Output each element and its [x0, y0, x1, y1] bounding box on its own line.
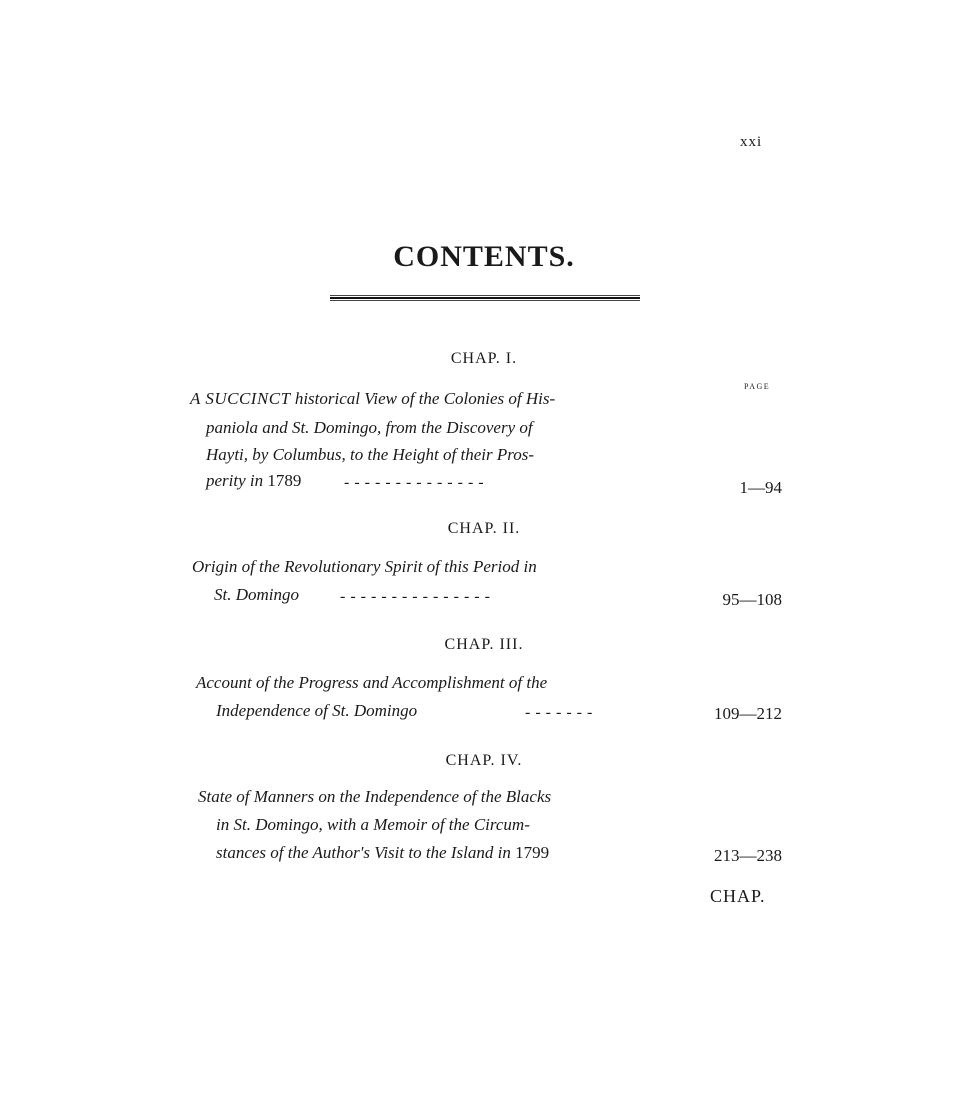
- lead-caps: A SUCCINCT: [190, 389, 291, 408]
- page-number: xxi: [740, 134, 763, 150]
- chapter-heading: CHAP. III.: [444, 636, 524, 653]
- chapter-3-line-1: Account of the Progress and Accomplishment of the: [196, 673, 548, 692]
- chapter-2-line-1: Origin of the Revolutionary Spirit of this Period in: [192, 557, 537, 576]
- dot-leaders: - - - - - - -: [525, 704, 593, 721]
- chapter-4-line-3: stances of the Author's Visit to the Island in 1799: [216, 843, 550, 862]
- chapter-heading: CHAP. II.: [447, 520, 521, 537]
- title-rule: [330, 295, 640, 301]
- chapter-2-line-2: St. Domingo: [214, 585, 299, 604]
- chapter-heading: CHAP. I.: [450, 350, 518, 367]
- chapter-1-line-4: perity in 1789: [206, 471, 302, 490]
- chapter-4-line-1: State of Manners on the Independence of the Blacks: [198, 787, 552, 806]
- page-range: 213—238: [714, 846, 782, 865]
- dot-leaders: - - - - - - - - - - - - - -: [344, 474, 485, 491]
- page-range: 1—94: [739, 478, 782, 497]
- chapter-4-line-2: in St. Domingo, with a Memoir of the Circum-: [216, 815, 530, 834]
- chapter-1-line-2: paniola and St. Domingo, from the Discovery of: [206, 418, 533, 437]
- chapter-1-line-3: Hayti, by Columbus, to the Height of their Pros-: [206, 445, 535, 464]
- page-range: 95—108: [722, 590, 782, 609]
- chapter-3-line-2: Independence of St. Domingo: [216, 701, 418, 720]
- page-column-label: PAGE: [744, 382, 771, 391]
- chapter-heading: CHAP. IV.: [445, 752, 523, 769]
- page-range: 109—212: [714, 704, 782, 723]
- catchword: CHAP.: [710, 886, 766, 906]
- chapter-1-line-1: A SUCCINCT historical View of the Colonies of His-: [190, 389, 556, 408]
- dot-leaders: - - - - - - - - - - - - - - -: [340, 588, 491, 605]
- year: 1799: [515, 843, 550, 862]
- year: 1789: [267, 471, 302, 490]
- page-title: CONTENTS.: [393, 240, 575, 273]
